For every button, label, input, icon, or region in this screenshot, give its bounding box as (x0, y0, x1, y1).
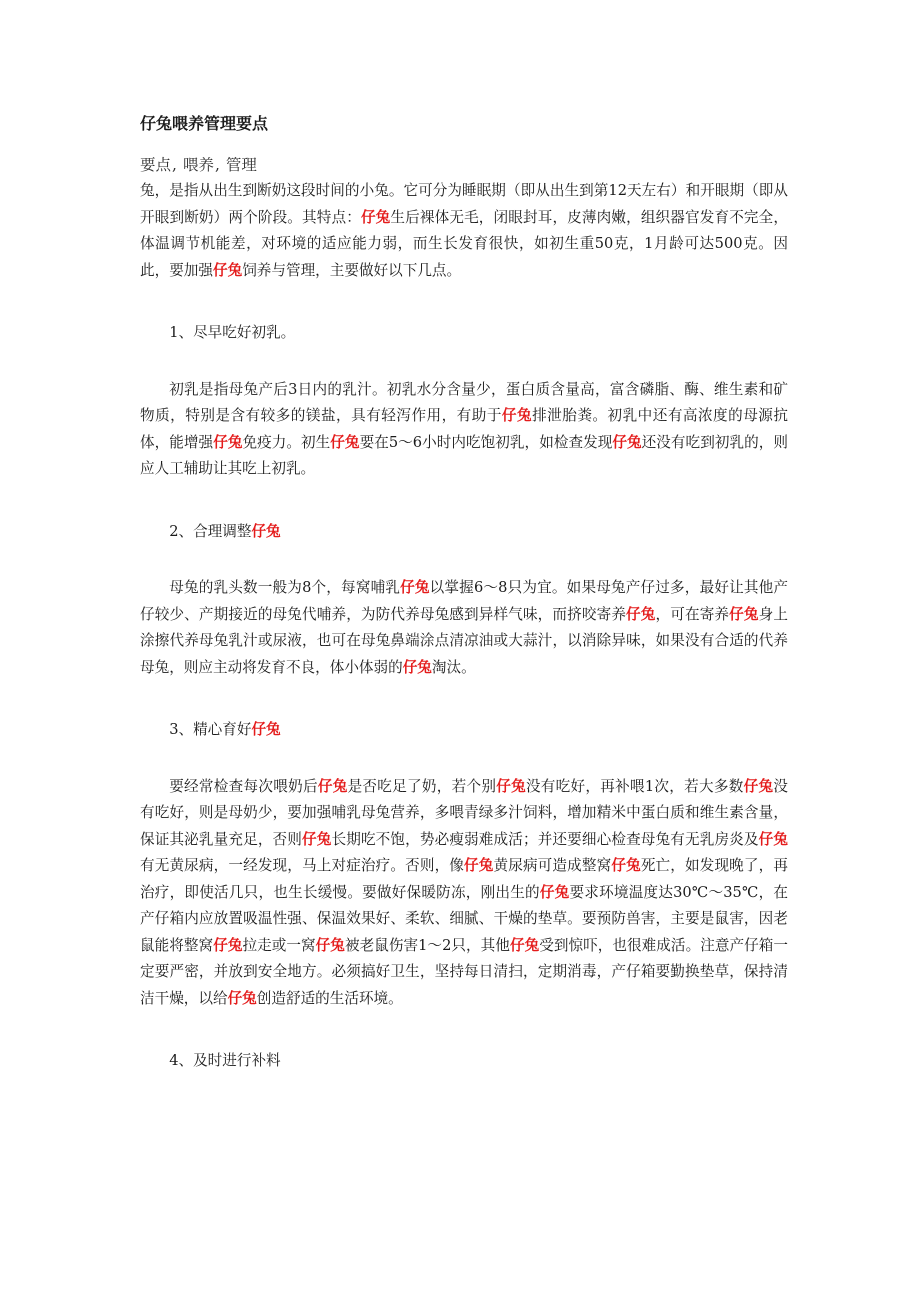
text-run: 初乳是指母兔产后3日内的乳汁。初乳水分含量少，蛋白质含量高，富含磷脂、酶、维生素和矿物质，特别是含有较多的镁盐，具有轻泻作用，有助于 (140, 380, 788, 424)
text-run: 要求环境温度达30℃～35℃，在产仔箱内应放置吸温性强、保温效果好、柔软、细腻、干燥的垫草。要预防兽害，主要是鼠害，因老鼠能将整窝 (140, 883, 788, 954)
highlighted-keyword: 仔兔 (501, 407, 533, 424)
highlighted-keyword: 仔兔 (330, 433, 360, 451)
text-run: 死亡，如发现晚了，再治疗，即使活几只，也生长缓慢。要做好保暖防冻，刚出生的 (140, 857, 788, 901)
text-run: ，可在寄养 (655, 605, 730, 623)
intro-paragraph (140, 178, 788, 284)
highlighted-keyword: 仔兔 (729, 605, 759, 623)
highlighted-keyword: 仔兔 (360, 208, 391, 226)
keyword-2: 喂养 (182, 156, 214, 174)
text-run: 要在5～6小时内吃饱初乳，如检查发现 (359, 433, 613, 451)
text-run: 有无黄尿病，一经发现，马上对症治疗。否则，像 (140, 857, 465, 874)
text-run: 身上涂擦代养母兔乳汁或尿液，也可在母兔鼻端涂点清凉油或大蒜汁，以消除异味，如果没有合适的代养母兔，则应主动将发育不良，体小体弱的 (140, 605, 788, 676)
highlighted-keyword: 仔兔 (213, 936, 243, 954)
text-run: 饲养与管理，主要做好以下几点。 (242, 261, 462, 279)
highlighted-keyword: 仔兔 (496, 777, 526, 795)
text-run: 长期吃不饱，势必瘦弱难成活；并还要细心检查母兔有无乳房炎及 (331, 830, 759, 848)
text-run: 排泄胎粪。初乳中还有高浓度的母源抗体，能增强 (140, 407, 788, 451)
keyword-separator: , (172, 156, 177, 174)
section-heading-2 (140, 519, 788, 546)
text-run: 以掌握6～8只为宜。如果母兔产仔过多，最好让其他产仔较少、产期接近的母兔代哺养，为防代养母兔感到异样气味，而挤咬寄养 (140, 579, 788, 623)
text-run: 母兔的乳头数一般为8个，每窝哺乳 (169, 579, 401, 596)
highlighted-keyword: 仔兔 (611, 857, 641, 874)
highlighted-keyword: 仔兔 (743, 777, 774, 795)
section-heading-4 (140, 1048, 788, 1075)
highlighted-keyword: 仔兔 (758, 830, 788, 848)
highlighted-keyword: 仔兔 (509, 936, 540, 954)
text-run: 3、精心育好 (169, 721, 252, 738)
highlighted-keyword: 仔兔 (212, 261, 243, 279)
text-run: 还没有吃到初乳的，则应人工辅助让其吃上初乳。 (140, 433, 788, 477)
highlighted-keyword: 仔兔 (315, 936, 345, 954)
text-run: 没有吃好，再补喂1次，若大多数 (525, 777, 744, 795)
highlighted-keyword: 仔兔 (400, 579, 430, 596)
text-run: 2、合理调整 (169, 522, 252, 540)
highlighted-keyword: 仔兔 (612, 433, 642, 451)
document-page (140, 110, 788, 1075)
text-run: 兔，是指从出生到断奶这段时间的小兔。它可分为睡眠期（即从出生到第12天左右）和开眼期（即从开眼到断奶）两个阶段。其特点： (140, 182, 788, 226)
keyword-line (140, 152, 788, 178)
highlighted-keyword: 仔兔 (539, 883, 570, 901)
text-run: 受到惊吓，也很难成活。注意产仔箱一定要严密，并放到安全地方。必须搞好卫生，坚持每日清扫，定期消毒，产仔箱要勤换垫草，保持清洁干燥，以给 (140, 936, 788, 1007)
section-heading-3 (140, 717, 788, 744)
text-run: 被老鼠伤害1～2只，其他 (344, 936, 510, 954)
section-body-2 (140, 575, 788, 681)
keyword-separator: , (214, 156, 220, 174)
highlighted-keyword: 仔兔 (464, 857, 494, 874)
text-run: 拉走或一窝 (242, 936, 316, 954)
text-run: 是否吃足了奶，若个别 (347, 777, 497, 795)
text-run: 免疫力。初生 (242, 433, 331, 451)
document-title: 仔兔喂养管理要点 (140, 114, 269, 133)
text-run: 黄尿病可造成整窝 (493, 857, 612, 874)
highlighted-keyword: 仔兔 (317, 777, 348, 795)
highlighted-keyword: 仔兔 (227, 989, 257, 1007)
section-body-3 (140, 774, 788, 1013)
text-run: 没有吃好，则是母奶少，要加强哺乳母兔营养，多喂青绿多汁饲料，增加精米中蛋白质和维生素含量，保证其泌乳量充足，否则 (140, 777, 788, 848)
text-run: 淘汰。 (431, 658, 476, 676)
highlighted-keyword: 仔兔 (213, 433, 243, 451)
keyword-1: 要点 (140, 156, 172, 174)
highlighted-keyword: 仔兔 (626, 605, 656, 623)
highlighted-keyword: 仔兔 (402, 658, 432, 676)
section-body-1 (140, 377, 788, 483)
keyword-3: 管理 (225, 156, 257, 174)
text-run: 4、及时进行补料 (169, 1052, 281, 1069)
text-run: 创造舒适的生活环境。 (256, 989, 403, 1007)
section-heading-1 (140, 320, 788, 347)
text-run: 生后裸体无毛，闭眼封耳，皮薄肉嫩，组织器官发育不完全，体温调节机能差，对环境的适应能力弱，而生长发育很快，如初生重50克，1月龄可达500克。因此，要加强 (140, 208, 788, 279)
highlighted-keyword: 仔兔 (302, 830, 332, 848)
text-run: 要经常检查每次喂奶后 (169, 777, 318, 795)
text-run: 1、尽早吃好初乳。 (169, 324, 296, 341)
highlighted-keyword: 仔兔 (251, 721, 281, 738)
highlighted-keyword: 仔兔 (251, 522, 281, 540)
